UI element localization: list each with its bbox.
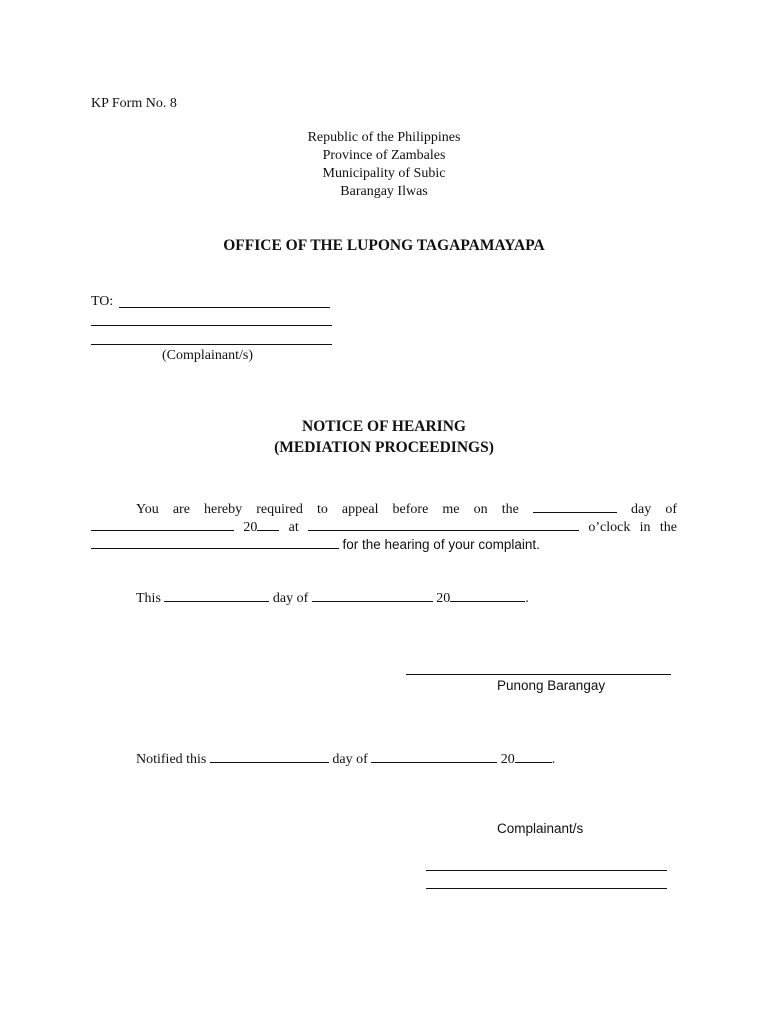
notified-month-blank[interactable]	[371, 748, 497, 763]
punong-barangay-label: Punong Barangay	[497, 678, 606, 693]
notified-year-blank[interactable]	[515, 748, 552, 763]
notice-title: NOTICE OF HEARING	[302, 418, 466, 435]
body-line-3	[91, 534, 540, 555]
header-province: Province of Zambales	[322, 148, 446, 163]
date-month-blank[interactable]	[312, 587, 433, 602]
notified-day-blank[interactable]	[210, 748, 329, 763]
body-word: o’clock	[588, 520, 631, 535]
body-word: on	[473, 502, 488, 517]
punong-barangay-signature-line[interactable]	[406, 674, 671, 675]
body-word: appeal	[341, 502, 379, 517]
complainant-signature-line-1[interactable]	[426, 870, 667, 871]
month-blank[interactable]	[91, 516, 234, 531]
date-year-blank[interactable]	[450, 587, 525, 602]
body-word: hereby	[204, 502, 243, 517]
notice-subtitle: (MEDIATION PROCEEDINGS)	[274, 439, 494, 456]
to-blank-3[interactable]	[91, 344, 332, 345]
header-barangay: Barangay Ilwas	[340, 184, 428, 199]
period: .	[551, 752, 556, 767]
to-blank-1[interactable]	[119, 307, 330, 308]
year-blank[interactable]	[257, 516, 279, 531]
year-prefix: 20	[436, 591, 451, 606]
year-prefix: 20	[243, 520, 258, 535]
period: .	[525, 591, 529, 606]
hearing-text: for the hearing of your complaint.	[342, 537, 540, 552]
notified-line	[136, 748, 555, 769]
year-prefix: 20	[500, 752, 515, 767]
day-of-label: day of	[272, 591, 309, 606]
day-of-label: day of	[332, 752, 368, 767]
complainants-label: Complainant/s	[497, 821, 584, 836]
form-number: KP Form No. 8	[91, 96, 177, 111]
header-municipality: Municipality of Subic	[322, 166, 446, 181]
notified-this-label: Notified this	[136, 752, 207, 767]
body-word: the	[501, 502, 519, 517]
body-word: day	[631, 502, 652, 517]
period-blank[interactable]	[91, 534, 339, 549]
header-republic: Republic of the Philippines	[307, 130, 461, 145]
to-label: TO:	[91, 294, 114, 309]
to-blank-2[interactable]	[91, 325, 332, 326]
body-word: in	[639, 520, 651, 535]
body-word: to	[316, 502, 328, 517]
body-word: of	[665, 502, 677, 517]
day-blank[interactable]	[533, 498, 617, 513]
body-word: required	[256, 502, 303, 517]
body-word: are	[172, 502, 190, 517]
office-title: OFFICE OF THE LUPONG TAGAPAMAYAPA	[223, 237, 545, 254]
complainant-signature-line-2[interactable]	[426, 888, 667, 889]
date-line	[136, 587, 529, 608]
body-word: at	[288, 520, 299, 535]
body-word: before	[392, 502, 429, 517]
time-blank[interactable]	[308, 516, 579, 531]
this-label: This	[136, 591, 161, 606]
complainant-caption: (Complainant/s)	[162, 348, 253, 363]
body-word: You	[136, 502, 159, 517]
body-word: the	[659, 520, 677, 535]
body-word: me	[442, 502, 460, 517]
date-day-blank[interactable]	[164, 587, 269, 602]
